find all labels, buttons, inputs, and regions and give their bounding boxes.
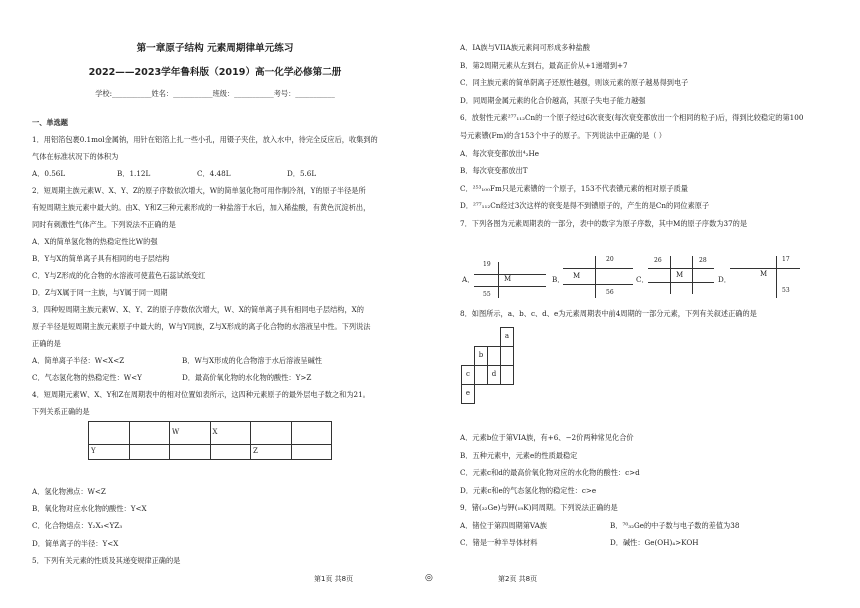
question-line: D．Z与X属于同一主族，与Y属于同一周期 (32, 288, 168, 297)
q7-a-bottom-number: 55 (483, 291, 491, 298)
question-line: 号元素镄(Fm)的含153个中子的原子。下列说法中正确的是（ ） (460, 131, 666, 140)
option-left: A．简单离子半径：W<X<Z (32, 356, 125, 365)
option-left: C．气态氢化物的热稳定性：W<Y (32, 373, 142, 382)
question-line: C．元素c和d的最高价氧化物对应的水化物的酸性：c>d (460, 468, 640, 477)
q7-a-top-number: 19 (483, 261, 491, 268)
q7-b-bottom-number: 56 (606, 289, 614, 296)
q7-d-m: M (760, 270, 768, 278)
page-number-left: 第1页 共8页 (314, 575, 354, 583)
question-line: A．元素b位于第VIA族，有+6、−2价两种常见化合价 (460, 433, 634, 442)
binding-mark: ◎ (425, 573, 433, 583)
question-line: 9．锗(₃₂Ge)与钾(₁₉K)同周期。下列说法正确的是 (460, 503, 618, 512)
q8-cell-c: c (462, 366, 475, 385)
question-line: C．同主族元素的简单阴离子还原性越强，则该元素的原子越易得到电子 (460, 78, 689, 88)
q4-cell (170, 445, 211, 460)
q7-option-c-diagram (648, 256, 714, 294)
q4-cell (251, 422, 292, 445)
q8-cell-e: e (462, 385, 475, 404)
q7-option-c-label: C． (636, 275, 649, 284)
q8-periodic-table (461, 327, 514, 404)
question-line: 正确的是 (32, 339, 61, 348)
q8-cell-b: b (475, 347, 488, 366)
q4-cell (210, 445, 251, 460)
option-a: A．0.56L (32, 169, 66, 178)
q4-periodic-table (88, 421, 332, 460)
question-line: A．IA族与VIIA族元素间可形成多种盐酸 (460, 43, 590, 52)
question-line: A．每次衰变都放出⁴₂He (460, 148, 539, 158)
q4-cell (89, 422, 130, 445)
question-line: B．五种元素中，元素e的性质最稳定 (460, 450, 578, 460)
option-left: A．锗位于第四周期第VA族 (460, 520, 547, 530)
q7-option-b-diagram (563, 256, 633, 298)
question-line: 气体在标准状况下的体积为 (32, 152, 119, 161)
q7-b-top-number: 20 (606, 256, 614, 263)
exam-subtitle: 2022——2023学年鲁科版（2019）高一化学必修第二册 (88, 67, 342, 78)
q8-cell-a: a (501, 328, 514, 347)
q4-cell (129, 422, 170, 445)
question-line: C．化合物熔点：Y₂X₃<YZ₃ (32, 521, 123, 531)
q4-cell (129, 445, 170, 460)
q7-c-number-2: 28 (699, 257, 707, 264)
exam-title: 第一章原子结构 元素周期律单元练习 (136, 43, 294, 54)
option-d: D．5.6L (287, 169, 317, 178)
q7-b-m: M (573, 272, 581, 280)
option-b: B．1.12L (117, 169, 151, 178)
q4-cell-z: Z (251, 445, 292, 460)
q7-a-m: M (504, 275, 512, 283)
q4-cell-x: X (210, 422, 251, 445)
q4-cell (291, 445, 332, 460)
question-line: B．Y与X的简单离子具有相同的电子层结构 (32, 254, 170, 263)
q8-stem: 8．如图所示，a、b、c、d、e为元素周期表中前4周期的一部分元素，下列有关叙述正确的是 (460, 309, 757, 318)
option-right: D．碱性：Ge(OH)₄>KOH (610, 538, 699, 547)
page-number-right: 第2页 共8页 (498, 575, 538, 583)
question-line: 5．下列有关元素的性质及其递变规律正确的是 (32, 555, 181, 565)
q4-cell-y: Y (89, 445, 130, 460)
question-line: B．每次衰变都放出T (460, 166, 528, 176)
question-line: 2．短周期主族元素W、X、Y、Z的原子序数依次增大，W的简单氢化物可用作制冷剂，Y的原子半径是所 (32, 186, 366, 195)
option-right: D．最高价氧化物的水化物的酸性：Y>Z (182, 373, 312, 382)
question-line: C．²⁵³₁₀₀Fm只是元素镄的一个原子，153不代表镄元素的相对原子质量 (460, 183, 688, 193)
question-line: 有短周期主族元素中最大的。由X、Y和Z三种元素形成的一种盐溶于水后，加入稀盐酸，有黄色沉淀析出， (32, 203, 371, 212)
option-left: C．锗是一种半导体材料 (460, 538, 538, 547)
question-line: D．元素c和e的气态氢化物的稳定性：c>e (460, 485, 597, 495)
question-line: B．氧化物对应水化物的酸性：Y<X (32, 504, 147, 514)
question-line: 1．用铝箔包裹0.1mol金属钠，用针在铝箔上扎一些小孔，用镊子夹住，放入水中，待完全反应后，收集到的 (32, 135, 378, 144)
q7-c-m: M (676, 271, 684, 279)
question-line: A．X的简单氢化物的热稳定性比W的强 (32, 237, 158, 246)
q7-option-d-diagram (730, 256, 800, 298)
question-line: 6．放射性元素²⁷⁷₁₁₂Cn的一个原子经过6次衰变(每次衰变都放出一个相同的粒子)后，得到比较稳定的第100 (460, 113, 804, 123)
option-right: B．⁷⁰₃₂Ge的中子数与电子数的差值为38 (610, 520, 740, 530)
question-line: D．²⁷⁷₁₁₂Cn经过3次这样的衰变是得不到镄原子的，产生的是Cn的同位素原子 (460, 201, 710, 211)
question-line: B．第2周期元素从左到右，最高正价从+1递增到+7 (460, 60, 628, 70)
q4-cell-w: W (170, 422, 211, 445)
q7-d-bottom-number: 53 (782, 287, 790, 294)
q7-option-a-diagram (474, 262, 546, 298)
option-c: C．4.48L (197, 169, 231, 178)
student-info-line: 学校:___________姓名：___________班级：___________考号：___________ (95, 89, 335, 98)
q7-option-b-label: B． (552, 275, 565, 284)
q7-option-a-label: A． (462, 275, 475, 284)
question-line: 7．下列各图为元素周期表的一部分，表中的数字为原子序数，其中M的原子序数为37的是 (460, 219, 748, 228)
question-line: 下列关系正确的是 (32, 407, 90, 416)
right-page (430, 0, 860, 608)
question-line: D．简单离子的半径：Y<X (32, 538, 119, 548)
q7-option-d-label: D． (718, 275, 731, 284)
question-line: 3．四种短周期主族元素W、X、Y、Z的原子序数依次增大，W、X的简单离子具有相同电子层结构，X的 (32, 305, 364, 314)
q4-cell (291, 422, 332, 445)
question-line: C．Y与Z形成的化合物的水溶液可使蓝色石蕊试纸变红 (32, 271, 206, 280)
q8-cell-d: d (488, 366, 501, 385)
question-line: 4．短周期元素W、X、Y和Z在周期表中的相对位置如表所示，这四种元素原子的最外层电子数之和为21。 (32, 390, 370, 399)
question-line: D．同周期金属元素的化合价越高，其原子失电子能力越强 (460, 95, 646, 105)
q7-c-number-1: 26 (654, 257, 662, 264)
section-heading: 一、单选题 (32, 118, 68, 127)
question-line: 原子半径是短周期主族元素原子中最大的，W与Y同族，Z与X形成的离子化合物的水溶液呈中性。下列说法 (32, 322, 371, 331)
q7-d-top-number: 17 (782, 256, 790, 263)
question-line: 同时有刺激性气体产生。下列说法不正确的是 (32, 220, 176, 229)
option-right: B．W与X形成的化合物溶于水后溶液呈碱性 (182, 356, 322, 365)
question-line: A．氢化物沸点：W<Z (32, 487, 106, 496)
